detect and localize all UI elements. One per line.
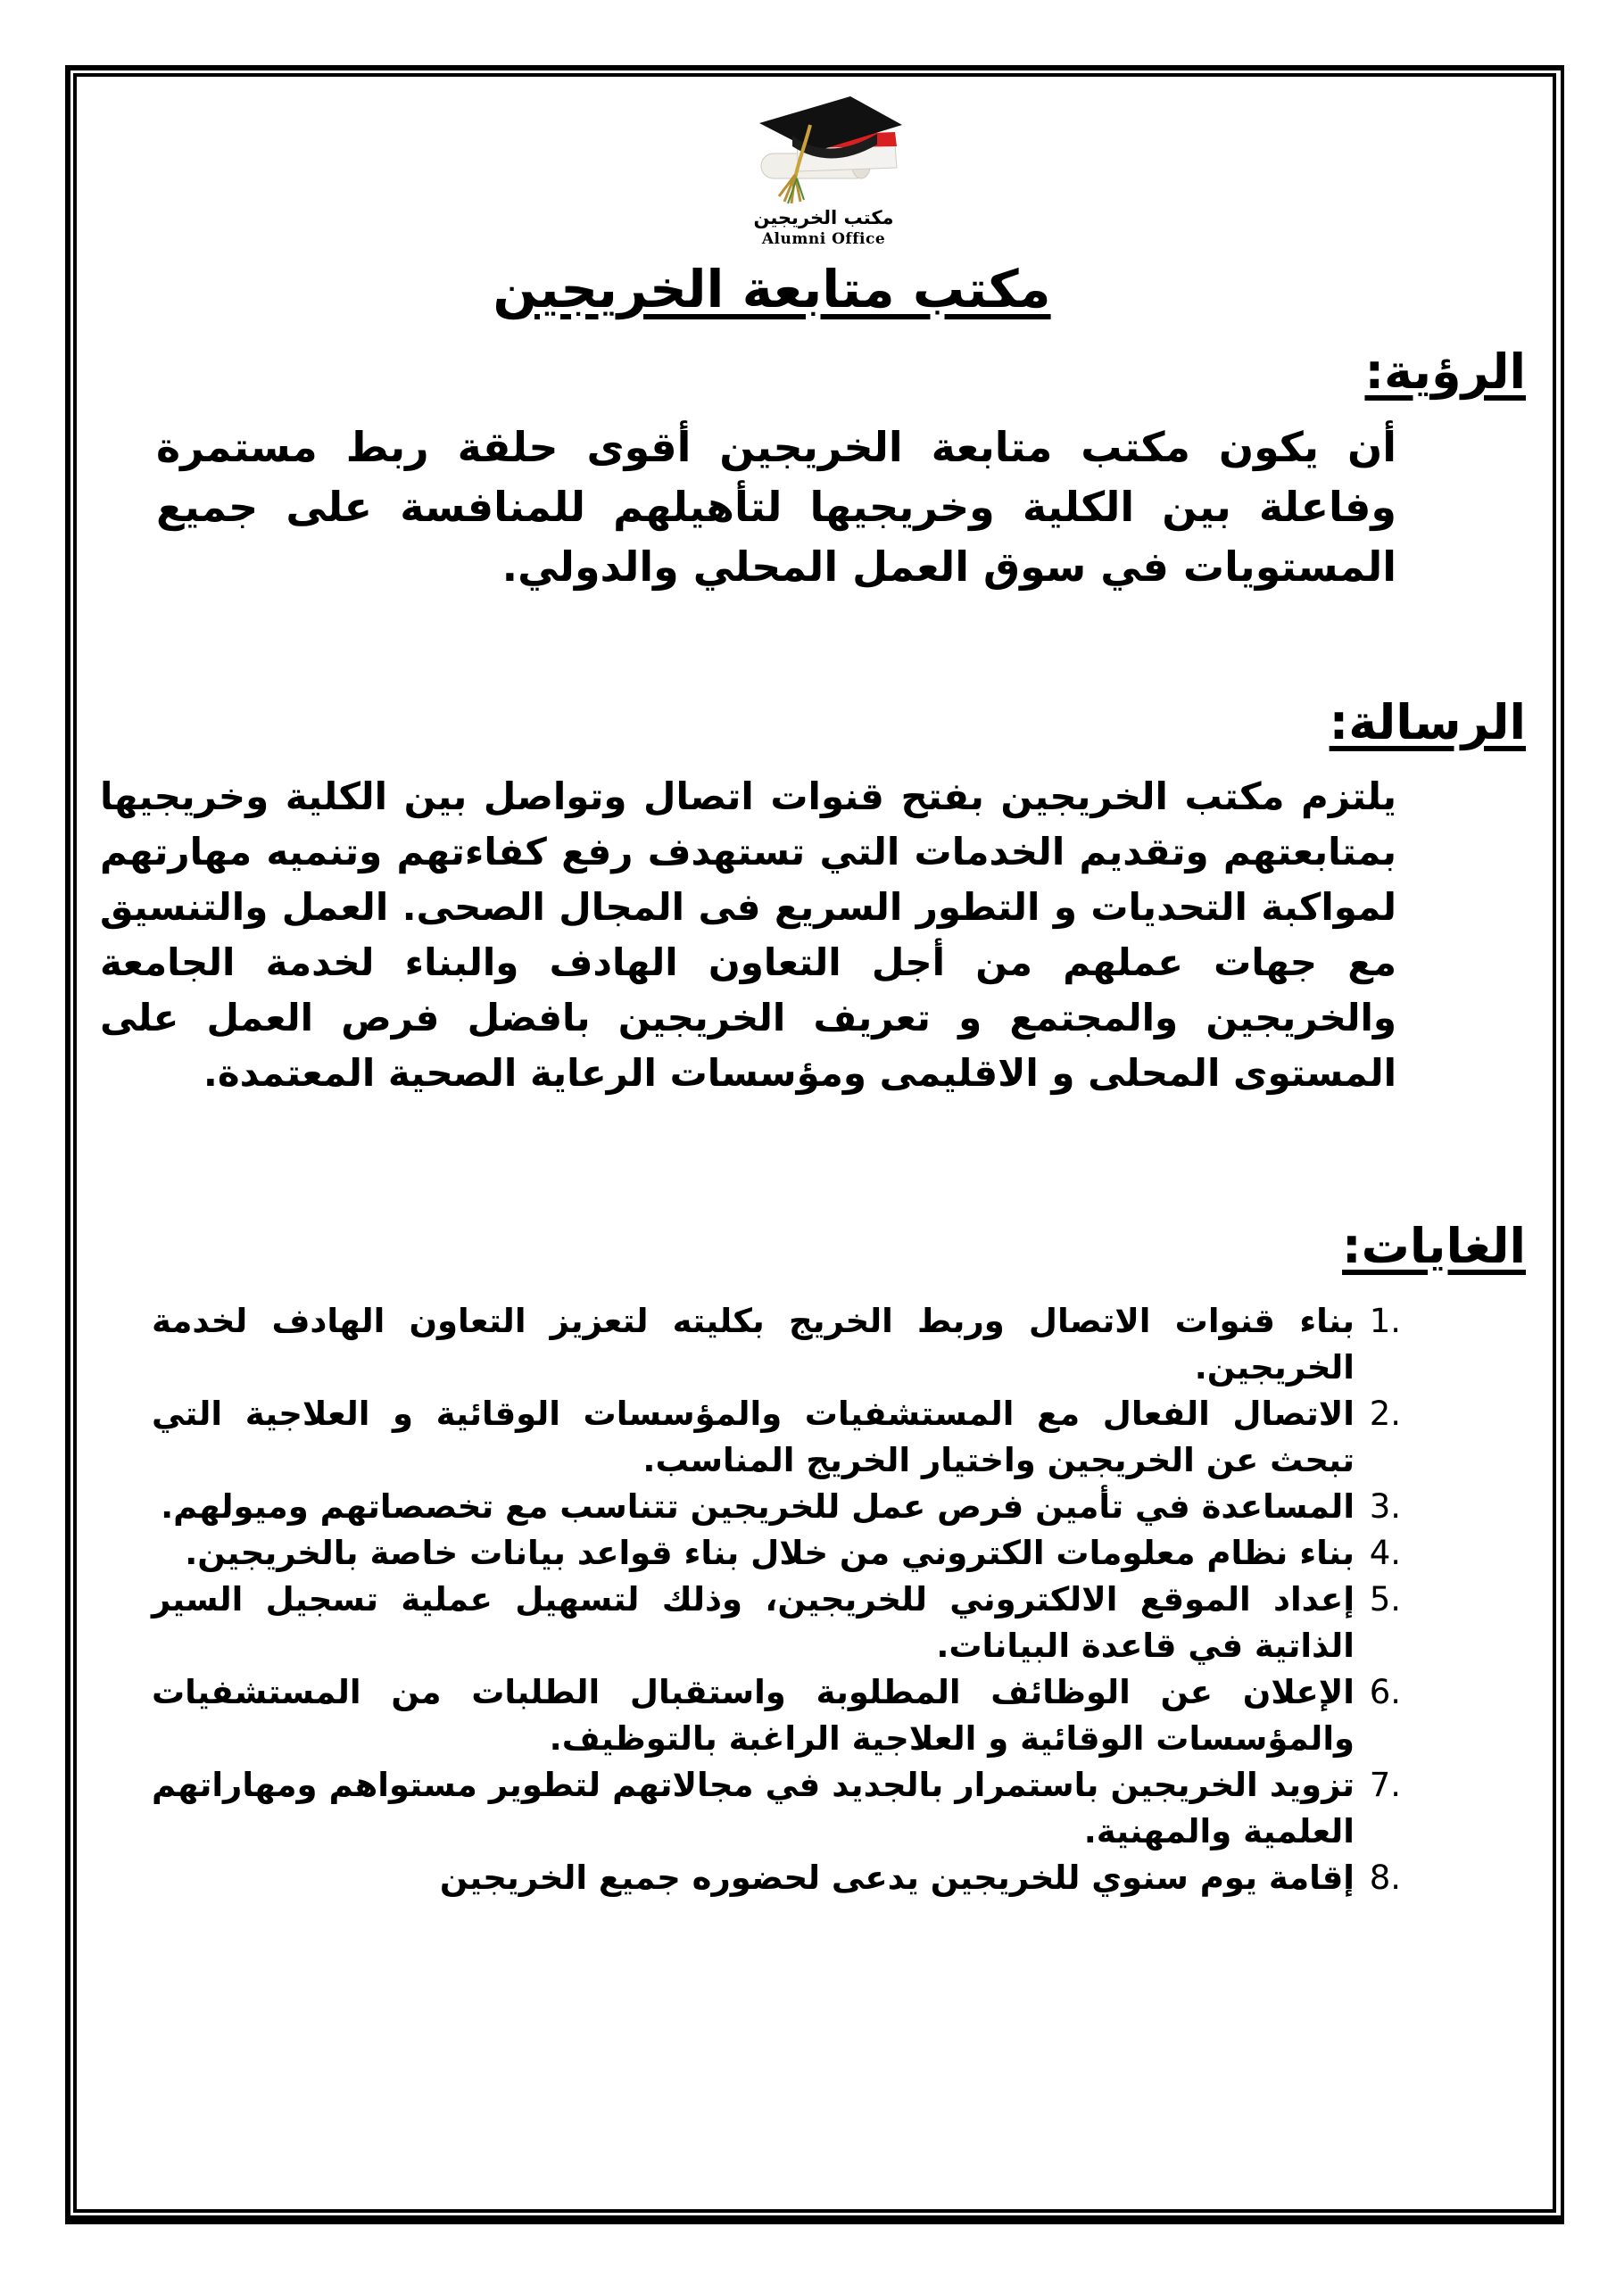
- goals-heading: الغايات:: [1342, 1218, 1526, 1274]
- goals-list: [152, 1298, 1401, 1901]
- goal-item: [152, 1298, 1401, 1391]
- goal-item: [152, 1855, 1401, 1901]
- goal-item: [152, 1530, 1401, 1577]
- mission-heading: الرسالة:: [1329, 694, 1526, 750]
- logo-english-text: Alumni Office: [761, 230, 886, 248]
- goal-number: 1.: [1369, 1302, 1401, 1340]
- mission-paragraph: يلتزم مكتب الخريجين بفتح قنوات اتصال وتواصل بين الكلية وخريجيها بمتابعتهم وتقديم الخدمات التي تستهدف رفع كفاءتهم وتنميه مهارتهم لمواكبة التحديات و التطور السريع فى المجال الصحى. العمل والتنسيق مع جهات عملهم من أجل التعاون الهادف والبناء لخدمة الجامعة والخريجين والمجتمع و تعريف الخريجين بافضل فرص العمل على المستوى المحلى و الاقليمى ومؤسسات الرعاية الصحية المعتمدة.: [100, 774, 1396, 1095]
- goal-number: 2.: [1369, 1395, 1401, 1433]
- goal-item: [152, 1762, 1401, 1855]
- goal-item: [152, 1669, 1401, 1762]
- goal-text: إقامة يوم سنوي للخريجين يدعى لحضوره جميع الخريجين: [439, 1859, 1355, 1897]
- goal-item: [152, 1484, 1401, 1530]
- goal-number: 3.: [1369, 1487, 1401, 1526]
- vision-paragraph: أن يكون مكتب متابعة الخريجين أقوى حلقة ربط مستمرة وفاعلة بين الكلية وخريجيها لتأهيلهم للمنافسة على جميع المستويات في سوق العمل المحلي والدولي.: [156, 423, 1396, 591]
- goal-number: 5.: [1369, 1580, 1401, 1619]
- goal-text: تزويد الخريجين باستمرار بالجديد في مجالاتهم لتطوير مستواهم ومهاراتهم العلمية والمهنية.: [152, 1766, 1355, 1850]
- page-title: مكتب متابعة الخريجين: [493, 259, 1051, 319]
- goal-number: 6.: [1369, 1673, 1401, 1711]
- goal-item: [152, 1391, 1401, 1484]
- goal-number: 4.: [1369, 1534, 1401, 1572]
- goal-text: بناء نظام معلومات الكتروني من خلال بناء قواعد بيانات خاصة بالخريجين.: [185, 1534, 1355, 1572]
- goal-item: [152, 1577, 1401, 1669]
- goal-text: إعداد الموقع الالكتروني للخريجين، وذلك لتسهيل عملية تسجيل السير الذاتية في قاعدة البيانات.: [152, 1580, 1355, 1665]
- goal-text: المساعدة في تأمين فرص عمل للخريجين تتناسب مع تخصصاتهم وميولهم.: [161, 1487, 1355, 1526]
- vision-heading: الرؤية:: [1364, 344, 1526, 400]
- goal-text: الإعلان عن الوظائف المطلوبة واستقبال الطلبات من المستشفيات والمؤسسات الوقائية و العلاجية الراغبة بالتوظيف.: [152, 1673, 1355, 1758]
- goal-number: 7.: [1369, 1766, 1401, 1804]
- alumni-office-logo: [743, 89, 904, 250]
- goal-text: بناء قنوات الاتصال وربط الخريج بكليته لتعزيز التعاون الهادف لخدمة الخريجين.: [152, 1302, 1355, 1387]
- graduation-cap-icon: [743, 89, 904, 205]
- logo-arabic-text: مكتب الخريجين: [753, 207, 894, 228]
- goal-text: الاتصال الفعال مع المستشفيات والمؤسسات الوقائية و العلاجية التي تبحث عن الخريجين واختيار الخريج المناسب.: [152, 1395, 1355, 1479]
- goal-number: 8.: [1369, 1859, 1401, 1897]
